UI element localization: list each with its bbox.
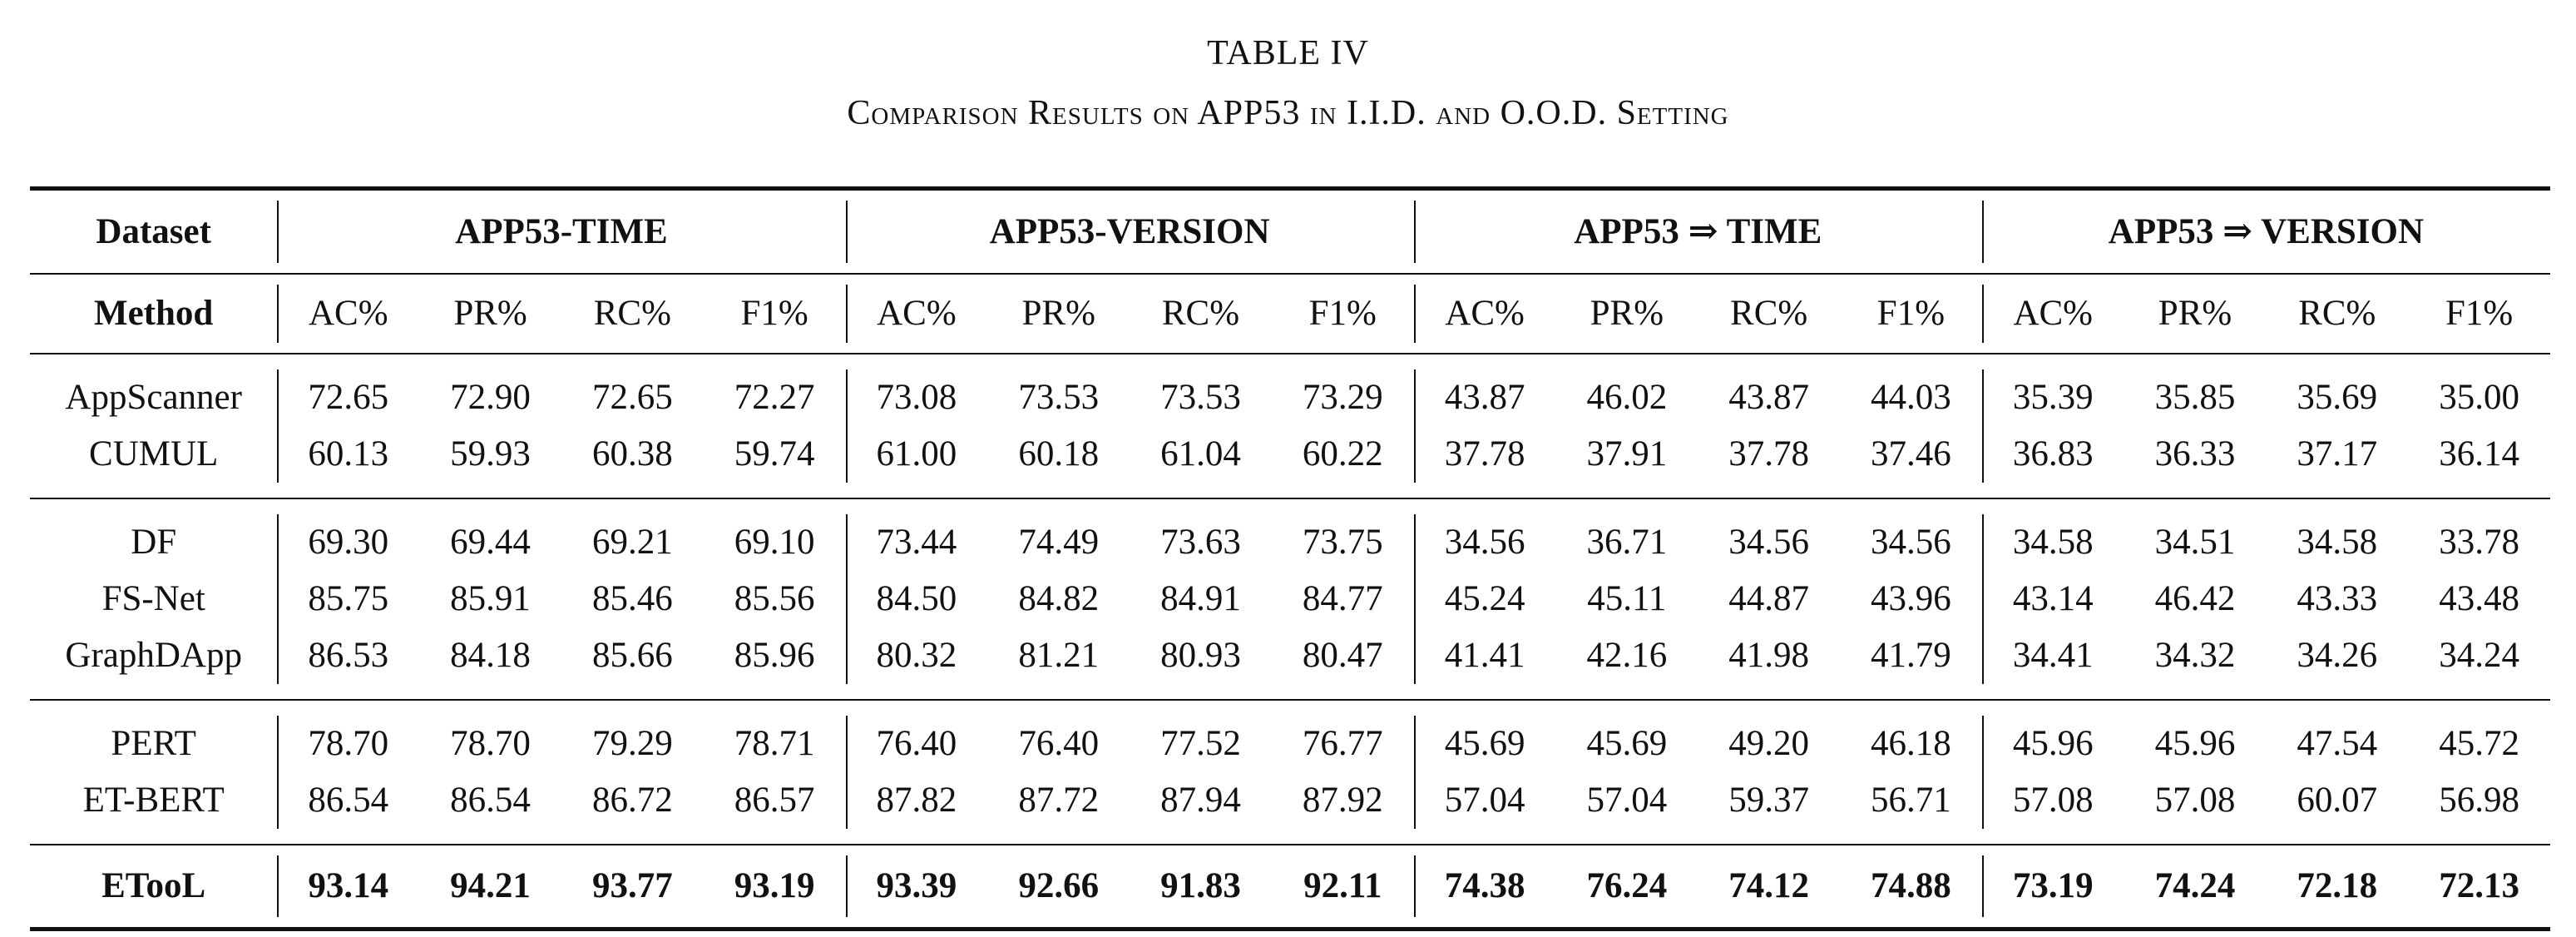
value-cell: 41.41: [1414, 627, 1556, 700]
value-cell: 35.00: [2439, 378, 2519, 417]
value-cell: 72.65: [277, 354, 419, 426]
metric-header: PR%: [2158, 294, 2232, 333]
value-cell: 93.14: [277, 845, 419, 930]
value-cell: 93.77: [591, 866, 673, 906]
method-cell: ET-BERT: [82, 781, 225, 820]
value-cell: 76.77: [1302, 724, 1383, 763]
value-cell: 43.33: [2297, 579, 2378, 618]
value-cell: 92.11: [1303, 866, 1382, 906]
value-cell: 81.21: [1018, 636, 1100, 675]
value-cell: 74.88: [1871, 866, 1951, 906]
value-cell: 73.53: [1160, 378, 1241, 417]
value-cell: 72.90: [450, 378, 531, 417]
value-cell: 56.98: [2439, 781, 2519, 820]
value-cell: 86.72: [591, 781, 673, 820]
value-cell: 45.72: [2439, 724, 2519, 763]
metric-header: AC%: [846, 274, 988, 354]
value-cell: 34.32: [2154, 636, 2236, 675]
value-cell: 87.82: [846, 772, 988, 845]
value-cell: 84.50: [846, 571, 988, 627]
metric-header: AC%: [1414, 274, 1556, 354]
value-cell: 37.78: [1728, 434, 1809, 473]
value-cell: 73.08: [846, 354, 988, 426]
value-cell: 86.57: [734, 781, 815, 820]
value-cell: 91.83: [1160, 866, 1241, 906]
value-cell: 34.26: [2297, 636, 2378, 675]
value-cell: 45.24: [1414, 571, 1556, 627]
value-cell: 77.52: [1160, 724, 1241, 763]
value-cell: 78.70: [277, 700, 419, 772]
value-cell: 37.91: [1586, 434, 1668, 473]
value-cell: 72.65: [591, 378, 673, 417]
method-header: Method: [94, 294, 214, 333]
table-title: Comparison Results on APP53 in I.I.D. and O.O.D. Setting: [847, 94, 1729, 132]
value-cell: 45.69: [1414, 700, 1556, 772]
value-cell: 34.58: [1982, 498, 2124, 571]
value-cell: 43.96: [1871, 579, 1951, 618]
value-cell: 86.54: [277, 772, 419, 845]
value-cell: 84.91: [1160, 579, 1241, 618]
value-cell: 79.29: [591, 724, 673, 763]
metric-header: F1%: [740, 294, 808, 333]
value-cell: 60.38: [591, 434, 673, 473]
value-cell: 92.66: [1018, 866, 1100, 906]
value-cell: 87.92: [1302, 781, 1383, 820]
value-cell: 78.71: [734, 724, 815, 763]
value-cell: 69.21: [591, 523, 673, 562]
metric-header-row: [30, 274, 2550, 354]
value-cell: 35.69: [2297, 378, 2378, 417]
value-cell: 76.24: [1586, 866, 1668, 906]
value-cell: 93.39: [846, 845, 988, 930]
table-number: TABLE IV: [1207, 34, 1369, 72]
group-header-app53-time: APP53-TIME: [277, 189, 845, 274]
value-cell: 35.39: [1982, 354, 2124, 426]
value-cell: 74.12: [1728, 866, 1809, 906]
value-cell: 72.13: [2439, 866, 2519, 906]
value-cell: 45.96: [2154, 724, 2236, 763]
value-cell: 33.78: [2439, 523, 2519, 562]
value-cell: 85.75: [277, 571, 419, 627]
value-cell: 69.10: [734, 523, 815, 562]
value-cell: 73.29: [1302, 378, 1383, 417]
value-cell: 93.19: [734, 866, 815, 906]
value-cell: 49.20: [1728, 724, 1809, 763]
value-cell: 36.14: [2439, 434, 2519, 473]
value-cell: 61.00: [846, 426, 988, 498]
value-cell: 56.71: [1871, 781, 1951, 820]
value-cell: 87.72: [1018, 781, 1100, 820]
value-cell: 60.22: [1302, 434, 1383, 473]
results-table: [30, 186, 2550, 931]
value-cell: 69.30: [277, 498, 419, 571]
metric-header: PR%: [1021, 294, 1095, 333]
method-cell: DF: [131, 523, 177, 562]
value-cell: 47.54: [2297, 724, 2378, 763]
value-cell: 42.16: [1586, 636, 1668, 675]
value-cell: 45.96: [1982, 700, 2124, 772]
group-header-app53-version: APP53-VERSION: [846, 189, 1414, 274]
method-cell: ETooL: [101, 866, 206, 906]
value-cell: 45.69: [1586, 724, 1668, 763]
value-cell: 36.71: [1586, 523, 1668, 562]
value-cell: 41.79: [1871, 636, 1951, 675]
value-cell: 87.94: [1160, 781, 1241, 820]
value-cell: 86.54: [450, 781, 531, 820]
value-cell: 36.83: [1982, 426, 2124, 498]
value-cell: 94.21: [450, 866, 531, 906]
method-cell: PERT: [111, 724, 196, 763]
value-cell: 57.08: [2154, 781, 2236, 820]
value-cell: 34.58: [2297, 523, 2378, 562]
value-cell: 34.24: [2439, 636, 2519, 675]
value-cell: 73.53: [1018, 378, 1100, 417]
group-header-app53-to-version: APP53 ⇒ VERSION: [1982, 189, 2550, 274]
value-cell: 43.87: [1414, 354, 1556, 426]
metric-header: PR%: [453, 294, 527, 333]
value-cell: 76.40: [846, 700, 988, 772]
value-cell: 57.08: [1982, 772, 2124, 845]
table-row: [30, 426, 2550, 498]
value-cell: 34.56: [1871, 523, 1951, 562]
method-cell: GraphDApp: [65, 636, 242, 675]
results-body: [30, 354, 2550, 930]
table-row: [30, 571, 2550, 627]
value-cell: 85.91: [450, 579, 531, 618]
value-cell: 85.46: [591, 579, 673, 618]
method-cell: CUMUL: [89, 434, 219, 473]
metric-header: F1%: [1308, 294, 1377, 333]
value-cell: 72.27: [734, 378, 815, 417]
metric-header: RC%: [593, 294, 671, 333]
value-cell: 61.04: [1160, 434, 1241, 473]
value-cell: 76.40: [1018, 724, 1100, 763]
value-cell: 73.44: [846, 498, 988, 571]
value-cell: 36.33: [2154, 434, 2236, 473]
metric-header: F1%: [1876, 294, 1946, 333]
value-cell: 45.11: [1587, 579, 1667, 618]
value-cell: 74.24: [2154, 866, 2236, 906]
value-cell: 37.17: [2297, 434, 2378, 473]
table-row: [30, 498, 2550, 571]
value-cell: 57.04: [1414, 772, 1556, 845]
value-cell: 86.53: [277, 627, 419, 700]
value-cell: 35.85: [2154, 378, 2236, 417]
metric-header: RC%: [2298, 294, 2376, 333]
value-cell: 41.98: [1728, 636, 1809, 675]
metric-header: RC%: [1730, 294, 1808, 333]
value-cell: 72.18: [2297, 866, 2378, 906]
metric-header: AC%: [1982, 274, 2124, 354]
metric-header: F1%: [2445, 294, 2514, 333]
value-cell: 57.04: [1586, 781, 1668, 820]
value-cell: 85.56: [734, 579, 815, 618]
value-cell: 59.93: [450, 434, 531, 473]
value-cell: 73.75: [1302, 523, 1383, 562]
metric-header: PR%: [1590, 294, 1664, 333]
table-row: [30, 845, 2550, 930]
dataset-header-row: [30, 189, 2550, 274]
value-cell: 37.78: [1414, 426, 1556, 498]
value-cell: 80.47: [1302, 636, 1383, 675]
dataset-header: Dataset: [96, 211, 211, 251]
value-cell: 37.46: [1871, 434, 1951, 473]
table-row: [30, 772, 2550, 845]
table-row: [30, 700, 2550, 772]
table-row: [30, 354, 2550, 426]
value-cell: 60.07: [2297, 781, 2378, 820]
value-cell: 73.63: [1160, 523, 1241, 562]
value-cell: 34.56: [1414, 498, 1556, 571]
value-cell: 34.41: [1982, 627, 2124, 700]
metric-header: AC%: [277, 274, 419, 354]
value-cell: 60.13: [277, 426, 419, 498]
metric-header: RC%: [1161, 294, 1240, 333]
value-cell: 43.87: [1728, 378, 1809, 417]
value-cell: 59.74: [734, 434, 815, 473]
value-cell: 59.37: [1728, 781, 1809, 820]
value-cell: 85.96: [734, 636, 815, 675]
value-cell: 78.70: [450, 724, 531, 763]
value-cell: 34.51: [2154, 523, 2236, 562]
value-cell: 80.93: [1160, 636, 1241, 675]
value-cell: 43.14: [1982, 571, 2124, 627]
value-cell: 84.82: [1018, 579, 1100, 618]
group-header-app53-to-time: APP53 ⇒ TIME: [1414, 189, 1982, 274]
value-cell: 44.03: [1871, 378, 1951, 417]
value-cell: 46.02: [1586, 378, 1668, 417]
value-cell: 74.49: [1018, 523, 1100, 562]
method-cell: AppScanner: [65, 378, 242, 417]
value-cell: 46.42: [2154, 579, 2236, 618]
value-cell: 80.32: [846, 627, 988, 700]
value-cell: 60.18: [1018, 434, 1100, 473]
value-cell: 84.18: [450, 636, 531, 675]
table-row: [30, 627, 2550, 700]
method-cell: FS-Net: [101, 579, 205, 618]
value-cell: 69.44: [450, 523, 531, 562]
value-cell: 34.56: [1728, 523, 1809, 562]
value-cell: 44.87: [1728, 579, 1809, 618]
value-cell: 73.19: [1982, 845, 2124, 930]
value-cell: 46.18: [1871, 724, 1951, 763]
value-cell: 43.48: [2439, 579, 2519, 618]
value-cell: 74.38: [1414, 845, 1556, 930]
value-cell: 85.66: [591, 636, 673, 675]
value-cell: 84.77: [1302, 579, 1383, 618]
